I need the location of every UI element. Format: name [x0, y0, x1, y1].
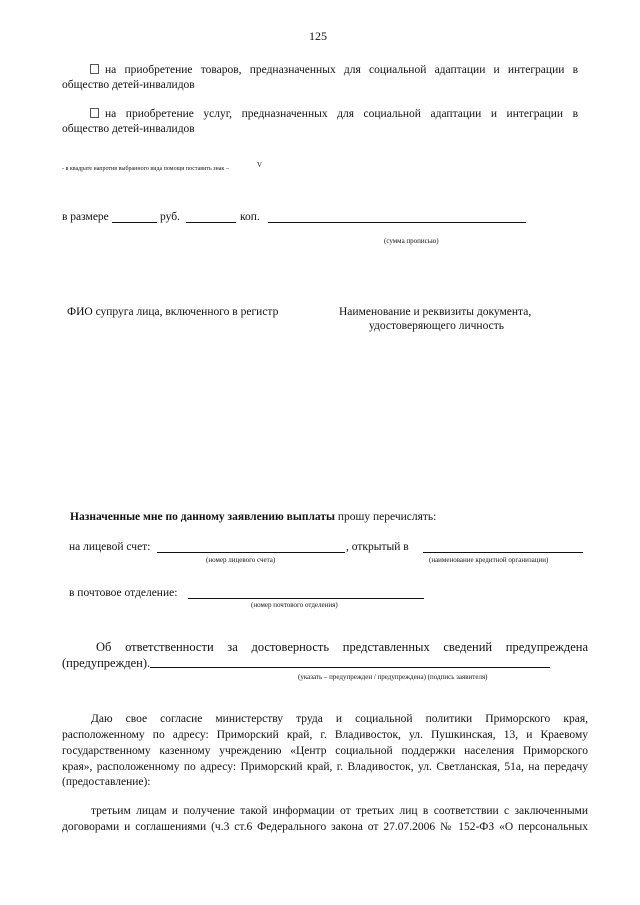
- document-label-line1: Наименование и реквизиты документа,: [339, 306, 532, 318]
- option-goods-line1: [90, 64, 578, 76]
- rub-field[interactable]: [112, 222, 157, 223]
- responsibility-caption: (указать – предупрежден / предупреждена) (подпись заявителя): [298, 673, 488, 681]
- amount-words-caption: (сумма прописью): [384, 237, 439, 245]
- account-number-field[interactable]: [157, 552, 345, 553]
- bank-name-field[interactable]: [423, 552, 583, 553]
- rub-label: руб.: [160, 211, 180, 223]
- checkbox-goods[interactable]: [90, 64, 99, 74]
- consent2-line-1: третьим лицам и получение такой информации от третьих лиц в соответствии с заключенными: [91, 805, 588, 817]
- responsibility-line1: Об ответственности за достоверность представленных сведений предупреждена: [96, 640, 588, 654]
- amount-prefix: в размере: [62, 211, 109, 223]
- payment-heading-rest: прошу перечислять:: [337, 511, 437, 523]
- post-office-label: в почтовое отделение:: [69, 587, 178, 599]
- kop-field[interactable]: [186, 222, 236, 223]
- option-services-line1: [90, 108, 578, 120]
- responsibility-line2: (предупрежден).: [62, 656, 151, 670]
- post-office-field[interactable]: [188, 598, 424, 599]
- consent-line-2: расположенному по адресу: Приморский край, г. Владивосток, ул. Пушкинская, 13, и Краевому: [62, 729, 588, 741]
- consent2-line-2: договорами и соглашениями (ч.3 ст.6 Федерального закона от 27.07.2006 № 152-ФЗ «О персональных: [62, 821, 588, 833]
- footnote-mark: V: [257, 161, 263, 169]
- consent-line-1: Даю свое согласие министерству труда и социальной политики Приморского края,: [91, 713, 588, 725]
- post-office-caption: (номер почтового отделения): [251, 601, 338, 609]
- consent-line-5: (предоставление):: [62, 776, 151, 788]
- consent-line-3: государственному казенному учреждению «Центр социальной поддержки населения Приморского: [62, 745, 588, 757]
- bank-name-caption: (наименование кредитной организации): [429, 556, 549, 564]
- checkbox-services[interactable]: [90, 108, 99, 118]
- amount-words-field[interactable]: [268, 222, 526, 223]
- account-label: на лицевой счет:: [69, 541, 151, 553]
- payment-heading: [70, 511, 436, 523]
- opened-in-label: , открытый в: [346, 541, 409, 553]
- spouse-name-label: ФИО супруга лица, включенного в регистр: [67, 306, 279, 318]
- consent-line-4: края», расположенному по адресу: Приморский край, г. Владивосток, ул. Светланская, 51а, на передачу: [62, 761, 588, 773]
- option-goods-text: на приобретение товаров, предназначенных для социальной адаптации и интеграции в: [105, 64, 578, 76]
- page-number: 125: [309, 29, 327, 43]
- footnote-text: - в квадрате напротив выбранного вида помощи поставить знак –: [62, 166, 229, 172]
- account-number-caption: (номер лицевого счета): [206, 556, 276, 564]
- document-label-line2: удостоверяющего личность: [369, 320, 504, 332]
- payment-heading-bold: Назначенные мне по данному заявлению выплаты: [70, 511, 335, 523]
- option-services-text: на приобретение услуг, предназначенных для социальной адаптации и интеграции в: [105, 108, 578, 120]
- option-services-line2: общество детей-инвалидов: [62, 123, 195, 135]
- option-goods-line2: общество детей-инвалидов: [62, 79, 195, 91]
- responsibility-field[interactable]: [150, 667, 550, 668]
- kop-label: коп.: [240, 211, 260, 223]
